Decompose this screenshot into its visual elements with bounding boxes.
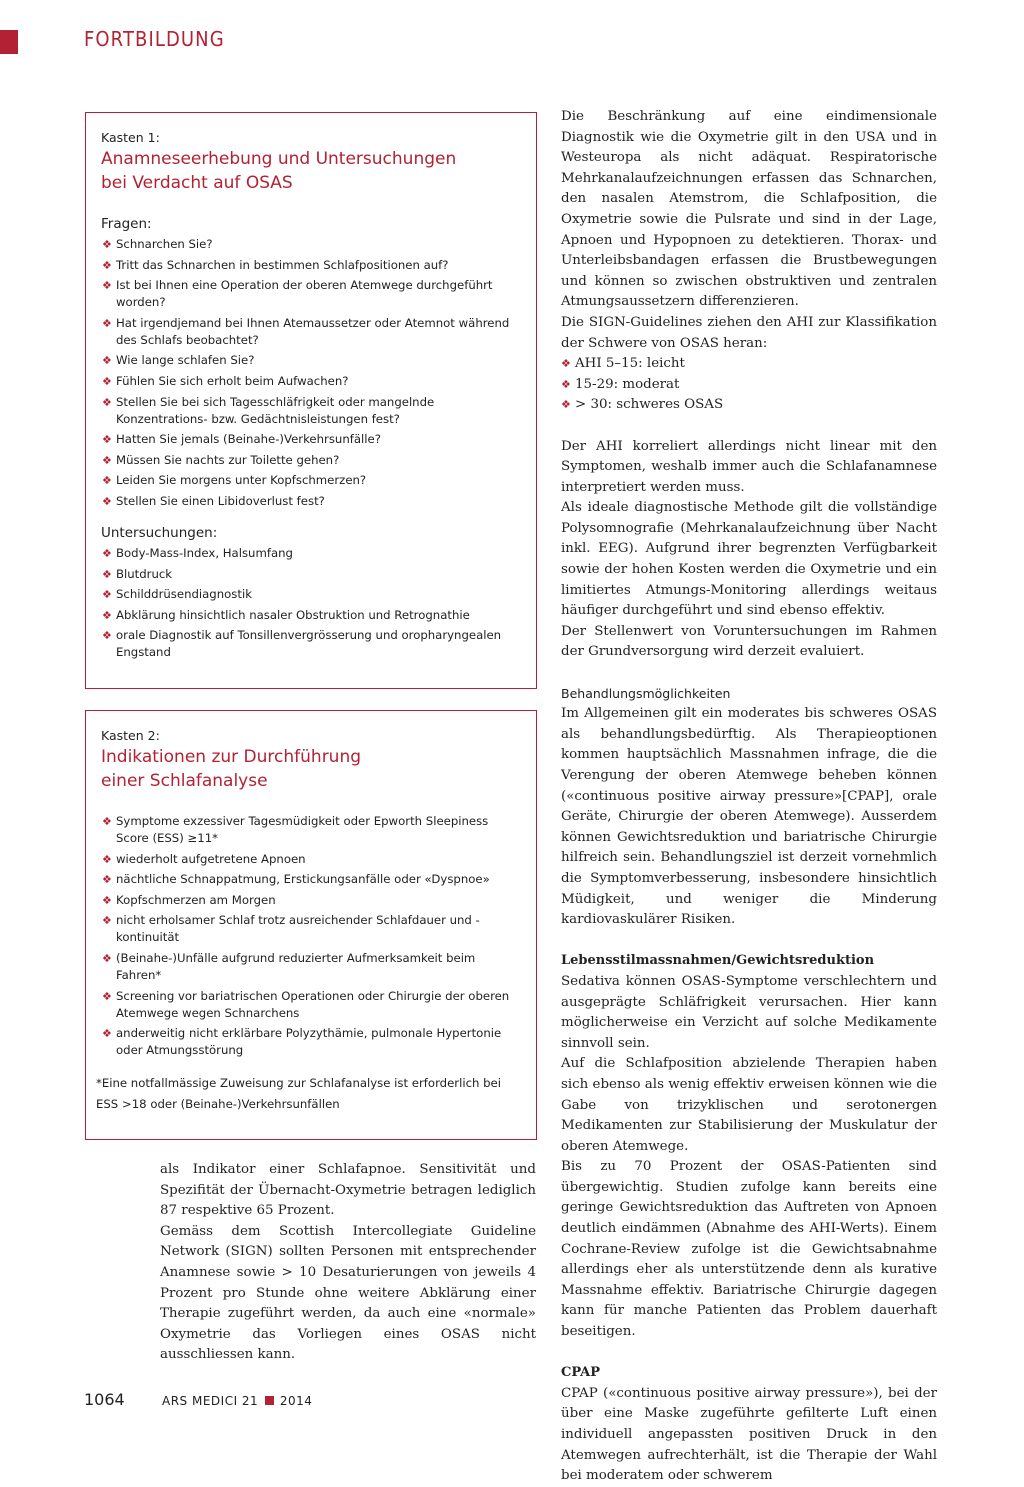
list-item-text: Hatten Sie jemals (Beinahe-)Verkehrsunfälle? [116,432,381,447]
list-item [101,493,522,510]
diamond-bullet-icon: ❖ [561,377,571,391]
list-item-text: Ist bei Ihnen eine Operation der oberen Atemwege durchgeführt worden? [116,278,493,310]
paragraph: Im Allgemeinen gilt ein moderates bis schweres OSAS als behandlungsbedürftig. Als Therapieoptionen kommen hauptsächlich Massnahmen infrage, die die Verengung der oberen Atemwege beheben können («continuous positive airway pressure»[CPAP], orale Geräte, Chirurgie der oberen Atemwege). Ausserdem können Gewichtsreduktion und bariatrische Chirurgie hilfreich sein. Behandlungsziel ist derzeit vornehmlich die Symptomverbesserung, insbesondere hinsichtlich Müdigkeit, und weniger die Minderung kardiovaskulärer Risiken. [561,706,937,928]
list-item-text: wiederholt aufgetretene Apnoen [116,851,306,866]
list-item-text: Stellen Sie bei sich Tagesschläfrigkeit oder mangelnde Konzentrations- bzw. Gedächtnisleistungen fest? [116,394,435,426]
diamond-bullet-icon: ❖ [102,588,112,602]
page-number: 1064 [84,1390,125,1409]
list-item [101,892,522,909]
indications-list [101,813,522,1059]
paragraph: Auf die Schlafposition abzielende Therapien haben sich ebenso als wenig effektiv erweisen können wie die Gabe von trizyklischen und serotonergen Medikamenten zur Stabilisierung der Muskulatur der oberen Atemwege. [561,1056,937,1154]
box-title-line: Anamneseerhebung und Untersuchungen [101,149,457,169]
paragraph: Der Stellenwert von Voruntersuchungen im Rahmen der Grundversorgung wird derzeit evaluiert. [561,623,937,660]
diamond-bullet-icon: ❖ [102,852,112,866]
section-heading: CPAP [561,1365,601,1381]
info-box-anamnese [85,112,537,689]
list-item [101,452,522,469]
diamond-bullet-icon: ❖ [102,815,112,828]
diamond-bullet-icon: ❖ [102,873,112,887]
list-item-text: Müssen Sie nachts zur Toilette gehen? [116,452,340,467]
list-item-text: Kopfschmerzen am Morgen [116,892,276,907]
questions-list [101,236,522,510]
diamond-bullet-icon: ❖ [102,629,112,643]
list-item-text: > 30: schweres OSAS [575,397,724,413]
paragraph: Gemäss dem Scottish Intercollegiate Guideline Network (SIGN) sollten Personen mit entsprechender Anamnese sowie > 10 Desaturierungen von jeweils 4 Prozent pro Stunde ohne weitere Abklärung einer Therapie zugeführt werden, da auch eine «normale» Oxymetrie das Vorliegen eines OSAS nicht ausschliessen kann. [160,1223,536,1363]
right-text-column [561,107,937,1487]
ahi-classification-list [561,354,937,416]
box-title [101,745,522,793]
diamond-bullet-icon: ❖ [102,914,112,928]
list-item-text: Leiden Sie morgens unter Kopfschmerzen? [116,473,367,488]
list-item-text: orale Diagnostik auf Tonsillenvergrösserung und oropharyngealen Engstand [116,628,502,660]
journal-info [162,1394,312,1408]
list-item [101,236,522,253]
diamond-bullet-icon: ❖ [102,546,112,560]
box-title-line: einer Schlafanalyse [101,771,268,791]
diamond-bullet-icon: ❖ [102,374,112,388]
diamond-bullet-icon: ❖ [102,258,112,272]
list-item [561,354,937,375]
list-item-text: Wie lange schlafen Sie? [116,353,255,368]
list-item-text: Abklärung hinsichtlich nasaler Obstruktion und Retrognathie [116,607,470,622]
diamond-bullet-icon: ❖ [102,608,112,622]
list-item [101,394,522,428]
diamond-bullet-icon: ❖ [102,316,112,330]
diamond-bullet-icon: ❖ [102,494,112,508]
list-item [101,373,522,390]
list-item-text: Body-Mass-Index, Halsumfang [116,545,293,560]
list-item-text: Tritt das Schnarchen in bestimmen Schlafpositionen auf? [116,257,449,272]
list-item [101,566,522,583]
paragraph: Sedativa können OSAS-Symptome verschlechtern und ausgeprägte Schläfrigkeit verursachen. Hier kann möglicherweise ein Verzicht auf solche Medikamente sinnvoll sein. [561,973,937,1051]
list-item [101,912,522,946]
list-item-text: Hat irgendjemand bei Ihnen Atemaussetzer oder Atemnot während des Schlafs beobachtet? [116,315,510,347]
list-item [101,607,522,624]
list-item-text: Symptome exzessiver Tagesmüdigkeit oder Epworth Sleepiness Score (ESS) ≥11* [116,814,489,845]
list-item [101,431,522,448]
list-item-text: Screening vor bariatrischen Operationen oder Chirurgie der oberen Atemwege wegen Schnarchens [116,988,510,1020]
diamond-bullet-icon: ❖ [102,1027,112,1041]
list-item [101,352,522,369]
diamond-bullet-icon: ❖ [102,989,112,1003]
diamond-bullet-icon: ❖ [561,398,571,412]
list-item-text: anderweitig nicht erklärbare Polyzythämie, pulmonale Hypertonie oder Atmungsstörung [116,1026,502,1058]
list-item [101,988,522,1022]
list-item [101,627,522,661]
diamond-bullet-icon: ❖ [102,238,112,251]
box-title-line: Indikationen zur Durchführung [101,747,362,767]
paragraph: Die SIGN-Guidelines ziehen den AHI zur Klassifikation der Schwere von OSAS heran: [561,314,937,351]
list-item-text: Blutdruck [116,566,173,581]
diamond-bullet-icon: ❖ [102,474,112,488]
list-item [101,257,522,274]
list-item-text: 15-29: moderat [575,376,680,392]
list-item-text: Schilddrüsendiagnostik [116,587,252,602]
exams-label: Untersuchungen: [101,524,218,541]
diamond-bullet-icon: ❖ [102,951,112,965]
questions-label: Fragen: [101,216,152,232]
list-item-text: (Beinahe-)Unfälle aufgrund reduzierter Aufmerksamkeit beim Fahren* [116,950,476,982]
footer-square-icon [265,1396,274,1405]
diamond-bullet-icon: ❖ [102,893,112,907]
list-item [101,871,522,888]
list-item [101,851,522,868]
exams-list [101,545,522,661]
list-item-text: nächtliche Schnappatmung, Erstickungsanfälle oder «Dyspnoe» [116,872,490,887]
list-item [101,315,522,349]
diamond-bullet-icon: ❖ [102,354,112,368]
list-item-text: Schnarchen Sie? [116,237,213,251]
box-title [101,147,522,195]
paragraph: Als ideale diagnostische Methode gilt die vollständige Polysomnografie (Mehrkanalaufzeichnung über Nacht inkl. EEG). Aufgrund ihrer begrenzten Verfügbarkeit sowie der hohen Kosten werden die Oxymetrie und ein limitiertes Atmungs-Monitoring allerdings weitaus häufiger durchgeführt und sind ebenso effektiv. [561,500,937,619]
list-item-text: Fühlen Sie sich erholt beim Aufwachen? [116,373,349,388]
diamond-bullet-icon: ❖ [102,279,112,293]
diamond-bullet-icon: ❖ [102,433,112,447]
list-item [561,375,937,396]
paragraph: als Indikator einer Schlafapnoe. Sensitivität und Spezifität der Übernacht-Oxymetrie betragen lediglich 87 respektive 65 Prozent. [160,1162,536,1219]
paragraph: Bis zu 70 Prozent der OSAS-Patienten sind übergewichtig. Studien zufolge kann bereits eine geringe Gewichtsreduktion das Auftreten von Apnoen deutlich eindämmen (Abnahme des AHI-Werts). Einem Cochrane-Review zufolge ist die Gewichtsabnahme allerdings eher als unterstützende denn als kurative Massnahme effektiv. Bariatrische Chirurgie dagegen kann für manche Patienten das Problem dauerhaft beseitigen. [561,1159,937,1340]
list-item [101,950,522,984]
diamond-bullet-icon: ❖ [102,453,112,467]
diamond-bullet-icon: ❖ [102,395,112,409]
paragraph: Die Beschränkung auf eine eindimensionale Diagnostik wie die Oxymetrie gilt in den USA und in Westeuropa als nicht adäquat. Respiratorische Mehrkanalaufzeichnungen erfassen das Schnarchen, den nasalen Atemstrom, die Schlafposition, die Oxymetrie sowie die Pulsrate und sind in der Lage, Apnoen und Hypopnoen zu detektieren. Thorax- und Unterleibsbandagen erfassen die Brustbewegungen und können so zwischen obstruktiven und zentralen Atmungsaussetzern differenzieren. [561,109,937,310]
section-title: FORTBILDUNG [84,27,225,51]
journal-year: 2014 [279,1394,313,1408]
list-item [101,472,522,489]
header-accent-square [0,30,18,54]
list-item-text: AHI 5–15: leicht [575,356,685,372]
box-label: Kasten 1: [101,130,160,145]
list-item [101,277,522,311]
section-heading: Lebensstilmassnahmen/Gewichtsreduktion [561,953,875,969]
paragraph: Der AHI korreliert allerdings nicht linear mit den Symptomen, weshalb immer auch die Schlafanamnese interpretiert werden muss. [561,438,937,495]
section-heading: Behandlungsmöglichkeiten [561,685,731,701]
box-footnote: *Eine notfallmässige Zuweisung zur Schlafanalyse ist erforderlich bei ESS >18 oder (Beinahe-)Verkehrsunfällen [96,1076,501,1112]
diamond-bullet-icon: ❖ [102,567,112,581]
box-title-line: bei Verdacht auf OSAS [101,173,293,193]
list-item-text: Stellen Sie einen Libidoverlust fest? [116,493,325,508]
box-label: Kasten 2: [101,728,160,743]
list-item [101,1025,522,1059]
list-item [561,395,937,416]
paragraph: CPAP («continuous positive airway pressure»), bei der über eine Maske zugeführte gefilterte Luft einen individuell angepassten positiven Druck in den Atemwegen aufrechterhält, ist die Therapie der Wahl bei moderatem oder schwerem [561,1385,937,1484]
diamond-bullet-icon: ❖ [561,357,571,371]
list-item [101,813,522,847]
list-item-text: nicht erholsamer Schlaf trotz ausreichender Schlafdauer und -kontinuität [116,913,480,945]
journal-name: ARS MEDICI 21 [162,1394,259,1408]
left-text-column [160,1160,536,1366]
list-item [101,586,522,603]
info-box-indikationen [85,710,537,1140]
list-item [101,545,522,562]
